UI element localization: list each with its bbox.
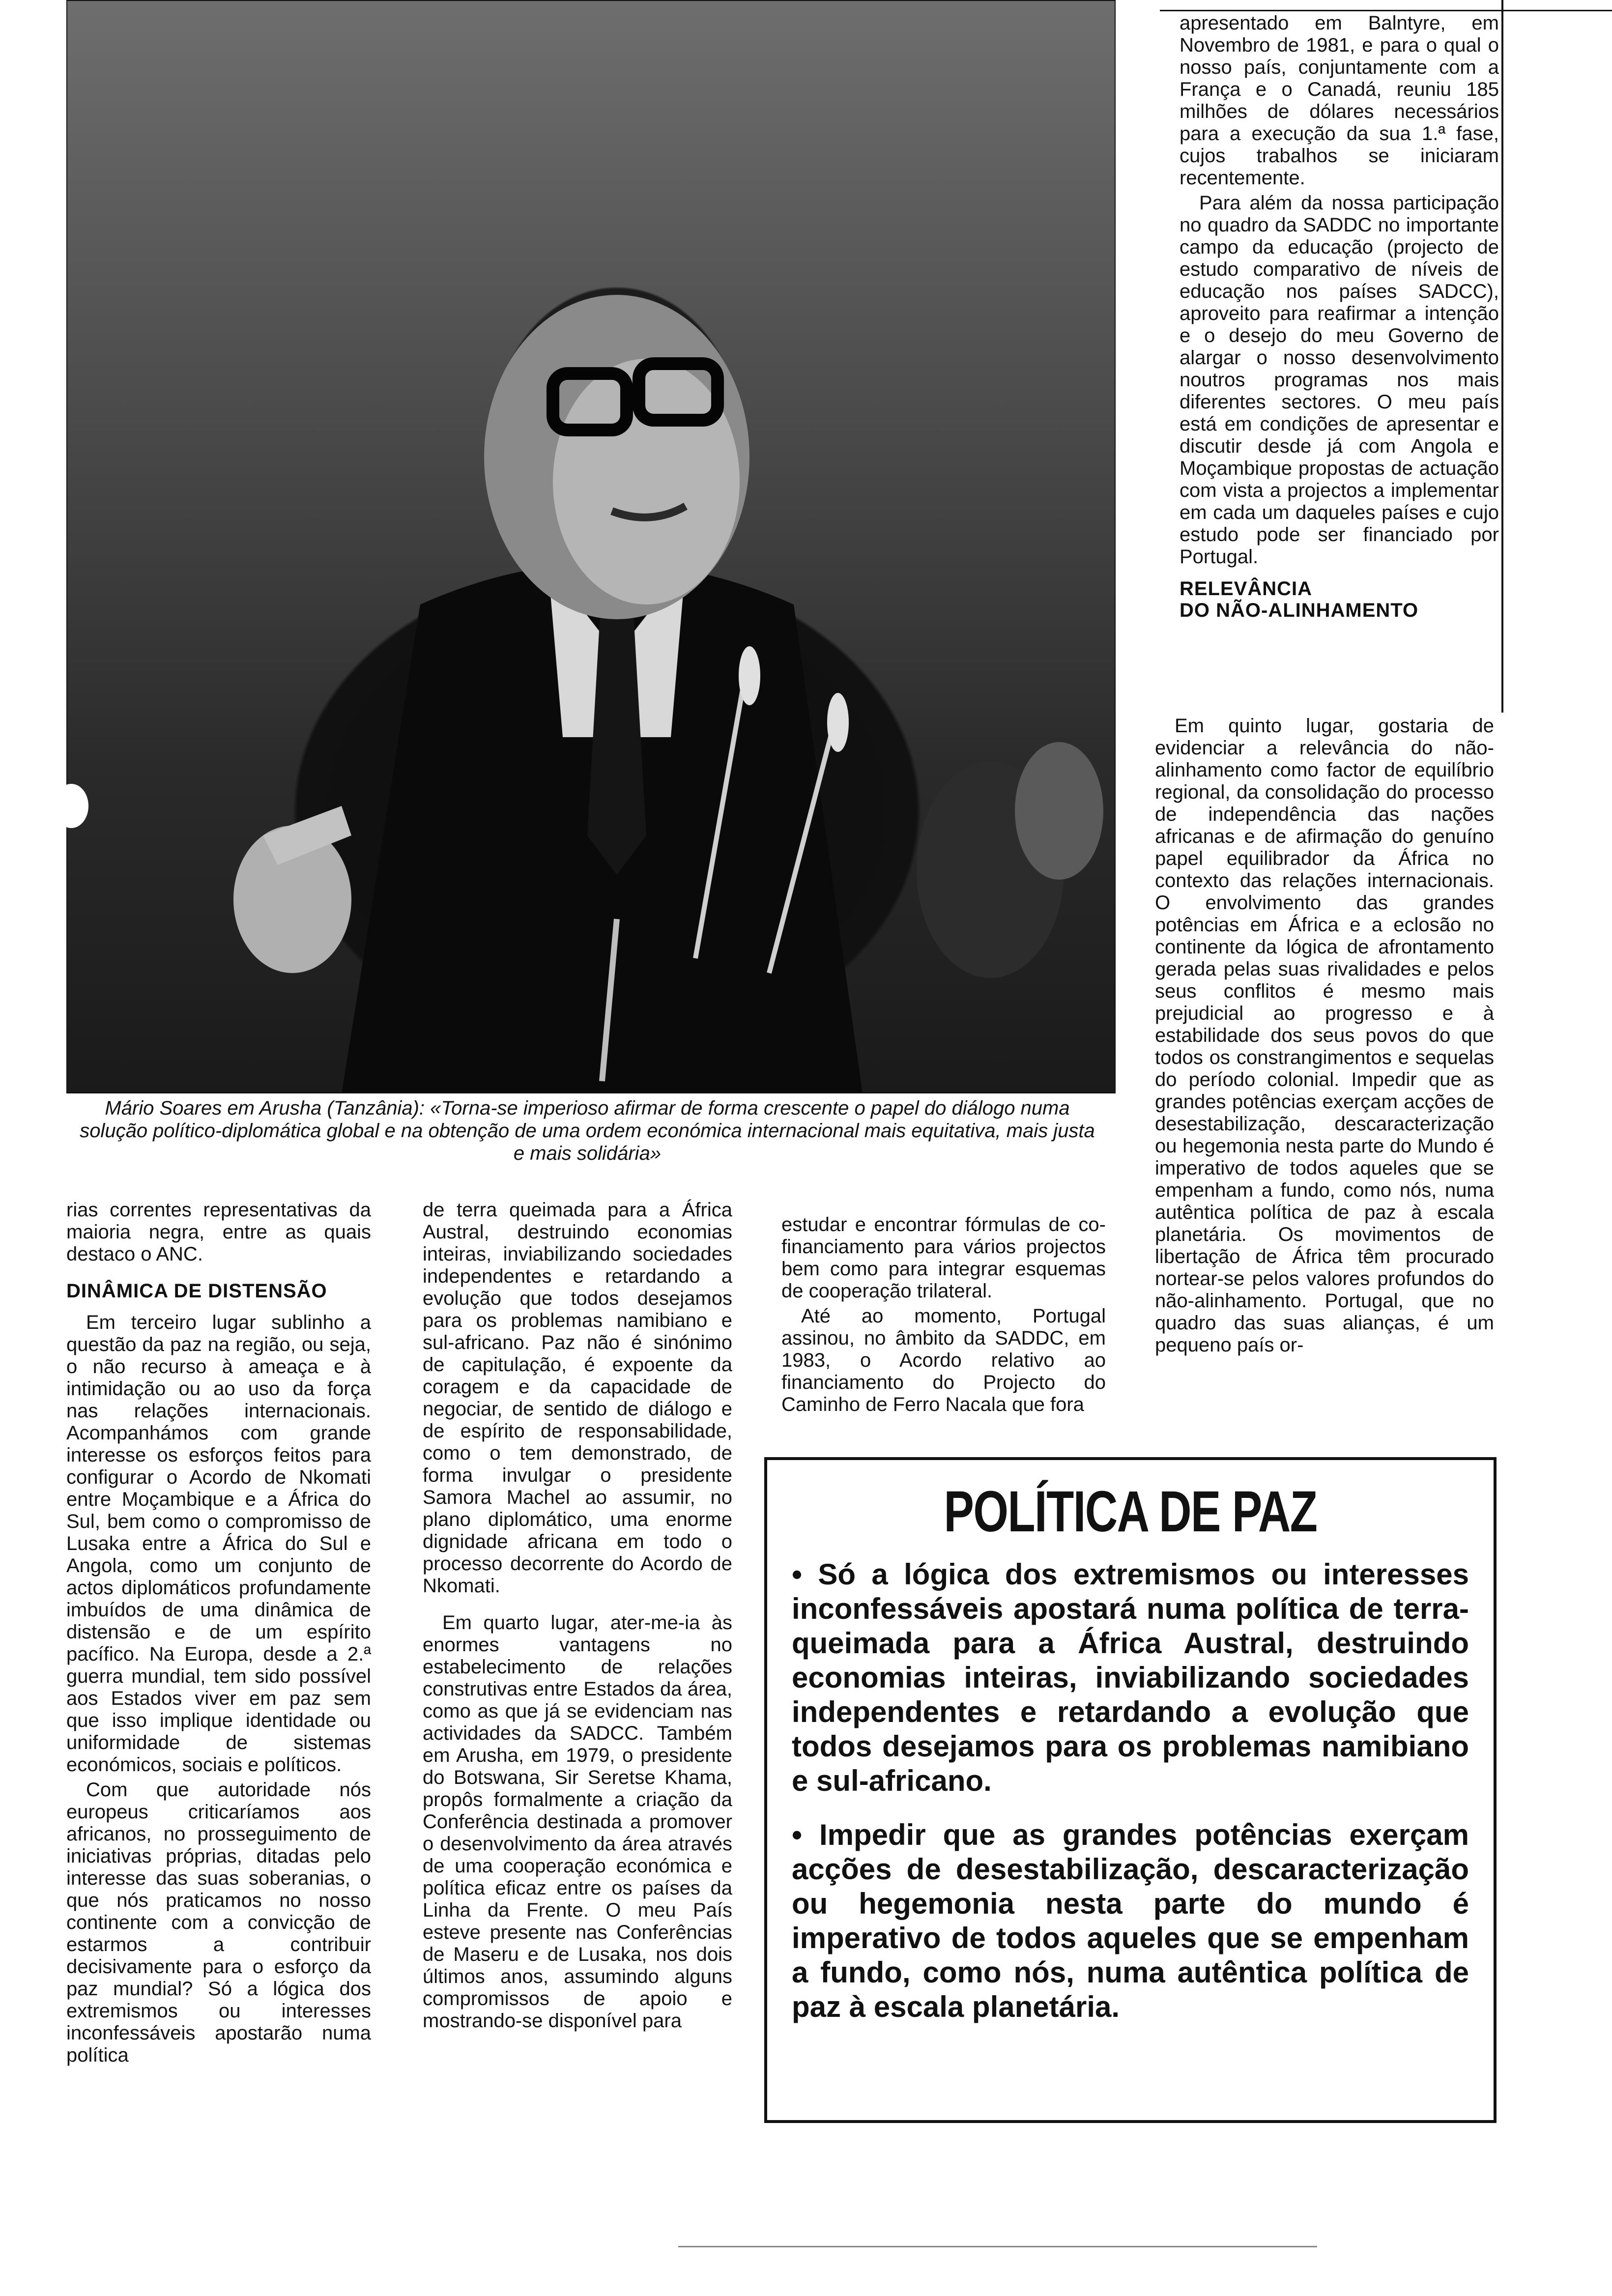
pull-quote-bullet-2: • Impedir que as grandes potências exerçam acções de desestabilização, descaracterização ou hegemonia nesta parte do mundo é imperativo de todos aqueles que se empenham a fundo, como nós, numa autêntica política de paz à escala planetária. [792,1818,1469,2023]
caption-text: «Torna-se imperioso afirmar de forma crescente o papel do diálogo numa solução político-diplomática global e na obtenção de uma ordem económica internacional mais equitativa, mais justa e mais solidária» [80,1097,1095,1164]
column-2 [423,1199,732,2035]
col1-paragraph-1: Em terceiro lugar sublinho a questão da paz na região, ou seja, o não recurso à ameaça e à intimidação ou ao uso da força nas relações internacionais. Acompanhámos com grande interesse os esforços feitos para configurar o Acordo de Nkomati entre Moçambique e a África do Sul, bem como o compromisso de Lusaka entre a África do Sul e Angola, como um conjunto de actos diplomáticos profundamente imbuídos de uma dinâmica de distensão e de um espírito pacífico. Na Europa, desde a 2.ª guerra mundial, tem sido possível aos Estados viver em paz sem que isso implique identidade ou uniformidade de sistemas económicos, sociais e políticos. [66,1312,371,1776]
pull-quote-title: POLÍTICA DE PAZ [944,1479,1317,1544]
article-photo [66,0,1116,1093]
caption-lead: Mário Soares em Arusha (Tanzânia): [105,1097,425,1119]
right-paragraph-1: apresentado em Balntyre, em Novembro de 1981, e para o qual o nosso país, conjuntamente com a França e o Canadá, reuniu 185 milhões de dólares necessários para a execução da sua 1.ª fase, cujos trabalhos se iniciaram recentemente. [1180,12,1499,189]
right-paragraph-3: Em quinto lugar, gostaria de evidenciar a relevância do não-alinhamento como factor de equilíbrio regional, da consolidação do processo de independência das nações africanas e de afirmação do genuíno papel equilibrador da África no contexto das relações internacionais. O envolvimento das grandes potências em África e a eclosão no continente da lógica de afrontamento gerada pelas suas rivalidades e pelos seus conflitos é mesmo mais prejudicial ao progresso e à estabilidade dos seus povos do que todos os constrangimentos e sequelas do período colonial. Impedir que as grandes potências exerçam acções de desestabilização, descaracterização ou hegemonia nesta parte do Mundo é imperativo de todos aqueles que se empenham a fundo, como nós, numa autêntica política de paz à escala planetária. Os movimentos de libertação de África têm procurado nortear-se pelos valores profundos do não-alinhamento. Portugal, que no quadro das suas alianças, é um pequeno país or- [1155,715,1494,1356]
col1-paragraph-0: rias correntes representativas da maioria negra, entre as quais destaco o ANC. [66,1199,371,1265]
subhead-line-1: RELEVÂNCIA [1180,578,1313,600]
column-3 [781,1214,1106,1419]
column-1 [66,1199,371,2069]
pull-quote-box [764,1457,1497,2123]
col2-paragraph-2: Em quarto lugar, ater-me-ia às enormes vantagens no estabelecimento de relações construtivas entre Estados da área, como as que já se evidenciam nas actividades da SADCC. Também em Arusha, em 1979, o presidente do Botswana, Sir Seretse Khama, propôs formalmente a criação da Conferência destinada a promover o desenvolvimento da área através de uma cooperação económica e política eficaz entre os países da Linha da Frente. O meu País esteve presente nas Conferências de Maseru e de Lusaka, nos dois últimos anos, assumindo alguns compromissos de apoio e mostrando-se disponível para [423,1612,732,2032]
column-rule [1501,0,1503,713]
top-rule [1160,10,1612,11]
col3-paragraph-1: estudar e encontrar fórmulas de co-financiamento para vários projectos bem como para integrar esquemas de cooperação trilateral. [781,1214,1106,1302]
col1-paragraph-2: Com que autoridade nós europeus criticaríamos aos africanos, no prosseguimento de iniciativas próprias, ditadas pelo interesse das suas soberanias, o que nós praticamos no nosso continente com a convicção de estarmos a contribuir decisivamente para o esforço da paz mundial? Só a lógica dos extremismos ou interesses inconfessáveis apostarão numa política [66,1779,371,2066]
right-column [1180,12,1499,621]
scan-edge-line [678,2246,1317,2247]
pull-quote-bullet-1: • Só a lógica dos extremismos ou interesses inconfessáveis apostará numa política de terra-queimada para a África Austral, destruindo economias inteiras, inviabilizando sociedades independentes e retardando a evolução que todos desejamos para os problemas namibiano e sul-africano. [792,1558,1469,1797]
subhead-line-2: DO NÃO-ALINHAMENTO [1180,600,1419,621]
subhead-distensao: DINÂMICA DE DISTENSÃO [66,1280,327,1302]
right-column-lower [1155,715,1494,1359]
portrait-photo-icon [66,0,1116,1093]
punch-hole [54,784,88,828]
subhead-relevancia [1180,578,1499,621]
right-paragraph-2: Para além da nossa participação no quadro da SADDC no importante campo da educação (projecto de estudo comparativo de níveis de educação nos países SADCC), aproveito para reafirmar a intenção e o desejo do meu Governo de alargar o nosso desenvolvimento noutros programas nos mais diferentes sectores. O meu país está em condições de apresentar e discutir desde já com Angola e Moçambique propostas de actuação com vista a projectos a implementar em cada um daqueles países e cujo estudo pode ser financiado por Portugal. [1180,192,1499,568]
col2-paragraph-1: de terra queimada para a África Austral, destruindo economias inteiras, inviabilizando sociedades independentes e retardando a evolução que todos desejamos para os problemas namibiano e sul-africano. Paz não é sinónimo de capitulação, é expoente da coragem e da capacidade de negociar, de sentido de diálogo e de espírito de responsabilidade, como o tem demonstrado, de forma invulgar o presidente Samora Machel ao assumir, no plano diplomático, uma enorme dignidade africana em todo o processo decorrente do Acordo de Nkomati. [423,1199,732,1597]
photo-caption [74,1097,1101,1165]
col3-paragraph-2: Até ao momento, Portugal assinou, no âmbito da SADDC, em 1983, o Acordo relativo ao financiamento do Projecto do Caminho de Ferro Nacala que fora [781,1305,1106,1415]
